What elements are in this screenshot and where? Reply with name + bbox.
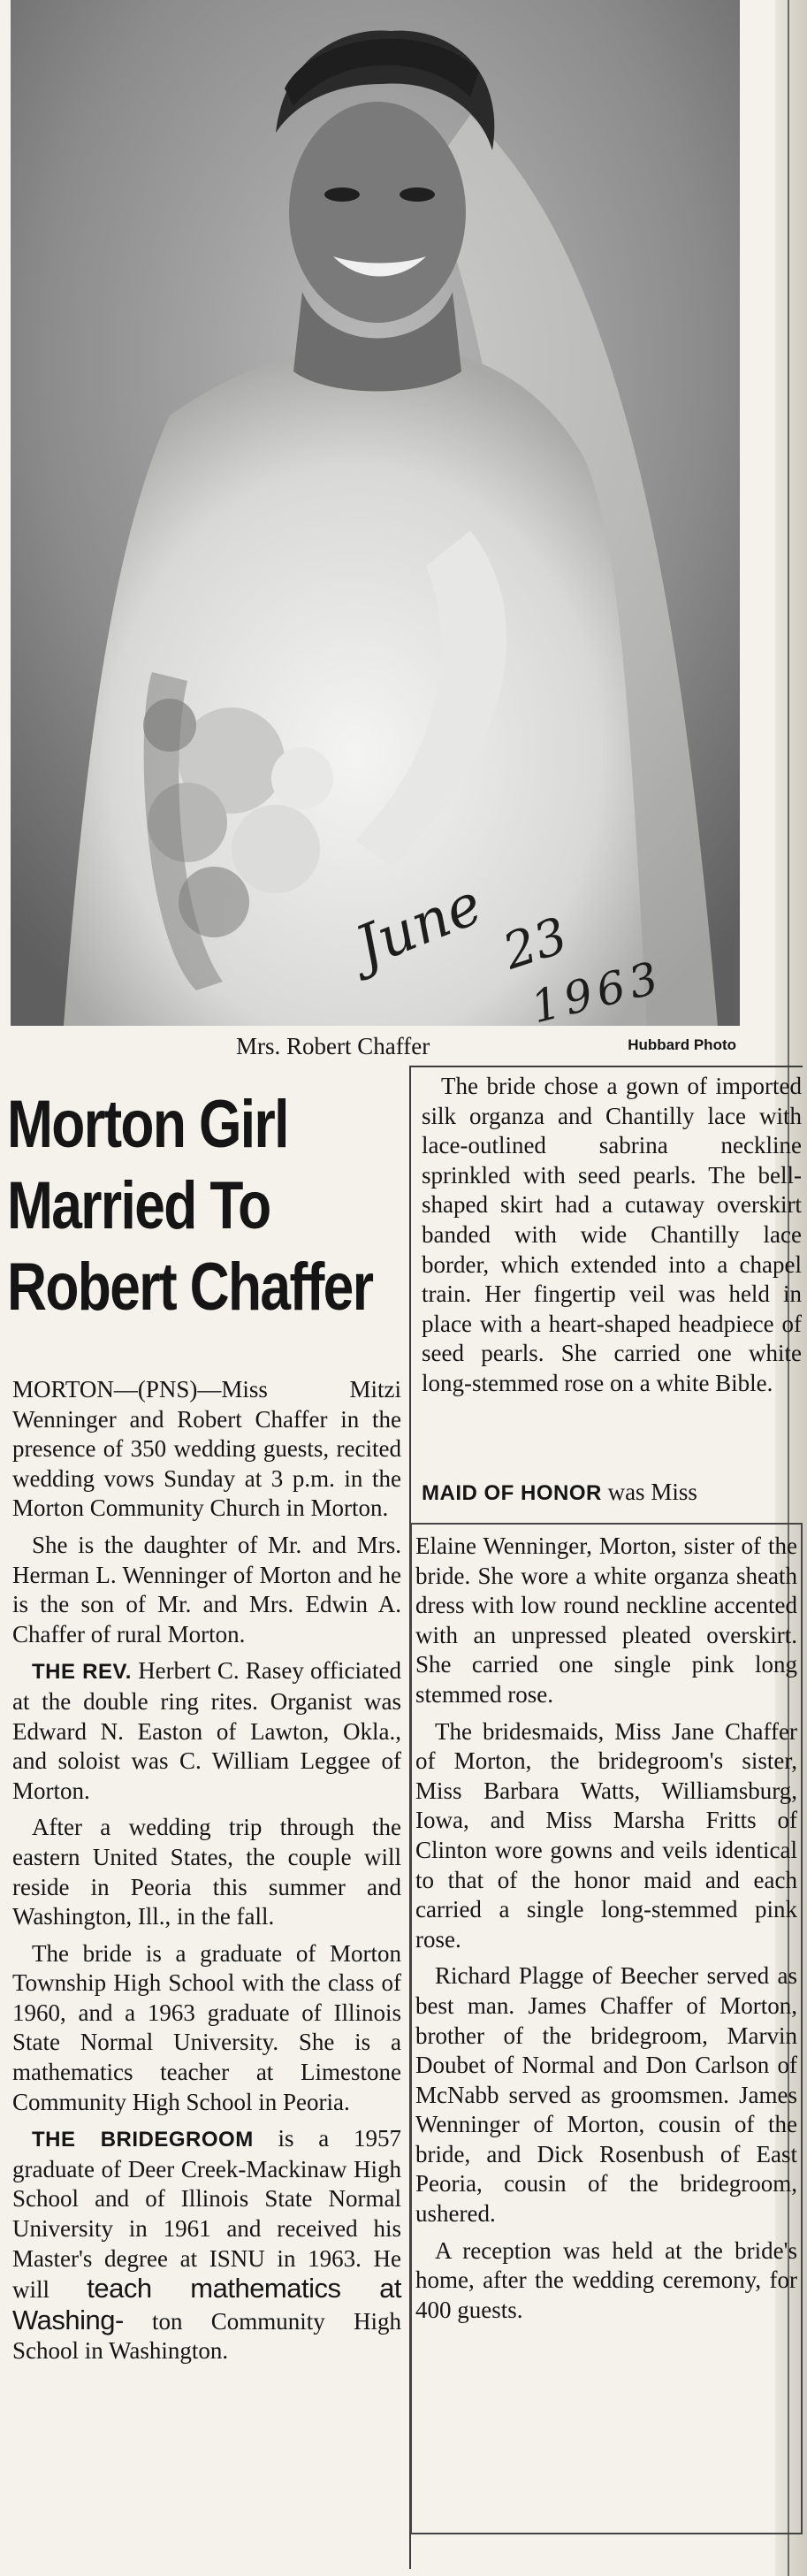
maid-of-honor-text: was Miss	[607, 1479, 697, 1505]
photo-credit: Hubbard Photo	[628, 1036, 736, 1053]
article-right-column-top	[422, 1072, 802, 1406]
maid-of-honor-line	[422, 1479, 802, 1506]
article-paragraph: She is the daughter of Mr. and Mrs. Herman L. Wenninger of Morton and he is the son of Mr. and Mrs. Edwin A. Chaffer of rural Morton.	[12, 1531, 401, 1647]
article-paragraph: The bridesmaids, Miss Jane Chaffer of Morton, the bridegroom's sister, Miss Barbara Watts, Williamsburg, Iowa, and Miss Marsha Fritts of Clinton wore gowns and veils identical to that of the honor maid and each carried a single long-stemmed pink rose.	[415, 1717, 797, 1953]
headline-line-2: Married To	[7, 1168, 270, 1243]
handwritten-day: 23	[496, 906, 575, 982]
subhead-bridegroom: THE BRIDEGROOM	[32, 2128, 254, 2152]
column-rule-top	[409, 1066, 803, 1067]
article-paragraph: MORTON—(PNS)—Miss Mitzi Wenninger and Robert Chaffer in the presence of 350 wedding guests, recited wedding vows Sunday at 3 p.m. in the Morton Community Church in Morton.	[12, 1376, 401, 1522]
article-paragraph: Richard Plagge of Beecher served as best man. James Chaffer of Morton, brother of the bridegroom, Marvin Doubet of Normal and Don Carlson of McNabb served as groomsmen. James Wenninger of Morton, cousin of the bride, and Dick Rosenbush of East Peoria, cousin of the bridegroom, ushered.	[415, 1962, 797, 2228]
bride-photo	[11, 0, 740, 1026]
article-paragraph: A reception was held at the bride's home, after the wedding ceremony, for 400 guests.	[415, 2236, 797, 2323]
article-paragraph: The bride chose a gown of imported silk organza and Chantilly lace with lace-outlined sabrina neckline sprinkled with seed pearls. The bell-shaped skirt had a cutaway overskirt banded with wide Chantilly lace border, which extended into a chapel train. Her fingertip veil was held in place with a heart-shaped headpiece of seed pearls. She carried one white long-stemmed rose on a white Bible.	[422, 1073, 802, 1396]
article-paragraph: The bride is a graduate of Morton Township High School with the class of 1960, and a 1963 graduate of Illinois State Normal University. She is a mathematics teacher at Limestone Community High School in Peoria.	[12, 1939, 401, 2115]
article-paragraph: After a wedding trip through the eastern United States, the couple will reside in Peoria this summer and Washington, Ill., in the fall.	[12, 1814, 401, 1930]
subhead-maid-of-honor: MAID OF HONOR	[422, 1481, 602, 1505]
article-paragraph-large: teach mathematics at Washing-	[12, 2273, 401, 2335]
photo-caption	[11, 1033, 740, 1061]
article-right-column-bottom	[415, 1532, 797, 2332]
handwritten-year: 1963	[526, 951, 669, 1034]
handwritten-date	[346, 871, 672, 1034]
article-left-column	[12, 1375, 401, 2373]
article-paragraph: ton Community High School in Washington.	[12, 2307, 401, 2365]
article-paragraph: Elaine Wenninger, Morton, sister of the bride. She wore a white organza sheath dress with low round neckline accented with an unpressed pleated overskirt. She carried one single pink long stemmed rose.	[415, 1533, 797, 1708]
article-paragraph: Herbert C. Rasey officiated at the double ring rites. Organist was Edward N. Easton of Lawton, Okla., and soloist was C. William Leggee of Morton.	[12, 1657, 401, 1804]
headline	[7, 1084, 373, 1328]
caption-name: Mrs. Robert Chaffer	[236, 1033, 430, 1059]
article-paragraph: is a 1957 graduate of Deer Creek-Mackinaw High School and of Illinois State Normal University in 1961 and received his Master's degree at ISNU in 1963. He will	[12, 2125, 402, 2304]
subhead-rev: THE REV.	[32, 1660, 132, 1685]
headline-line-1: Morton Girl	[7, 1087, 288, 1162]
handwritten-month: June	[346, 871, 491, 981]
headline-line-3: Robert Chaffer	[7, 1250, 373, 1325]
